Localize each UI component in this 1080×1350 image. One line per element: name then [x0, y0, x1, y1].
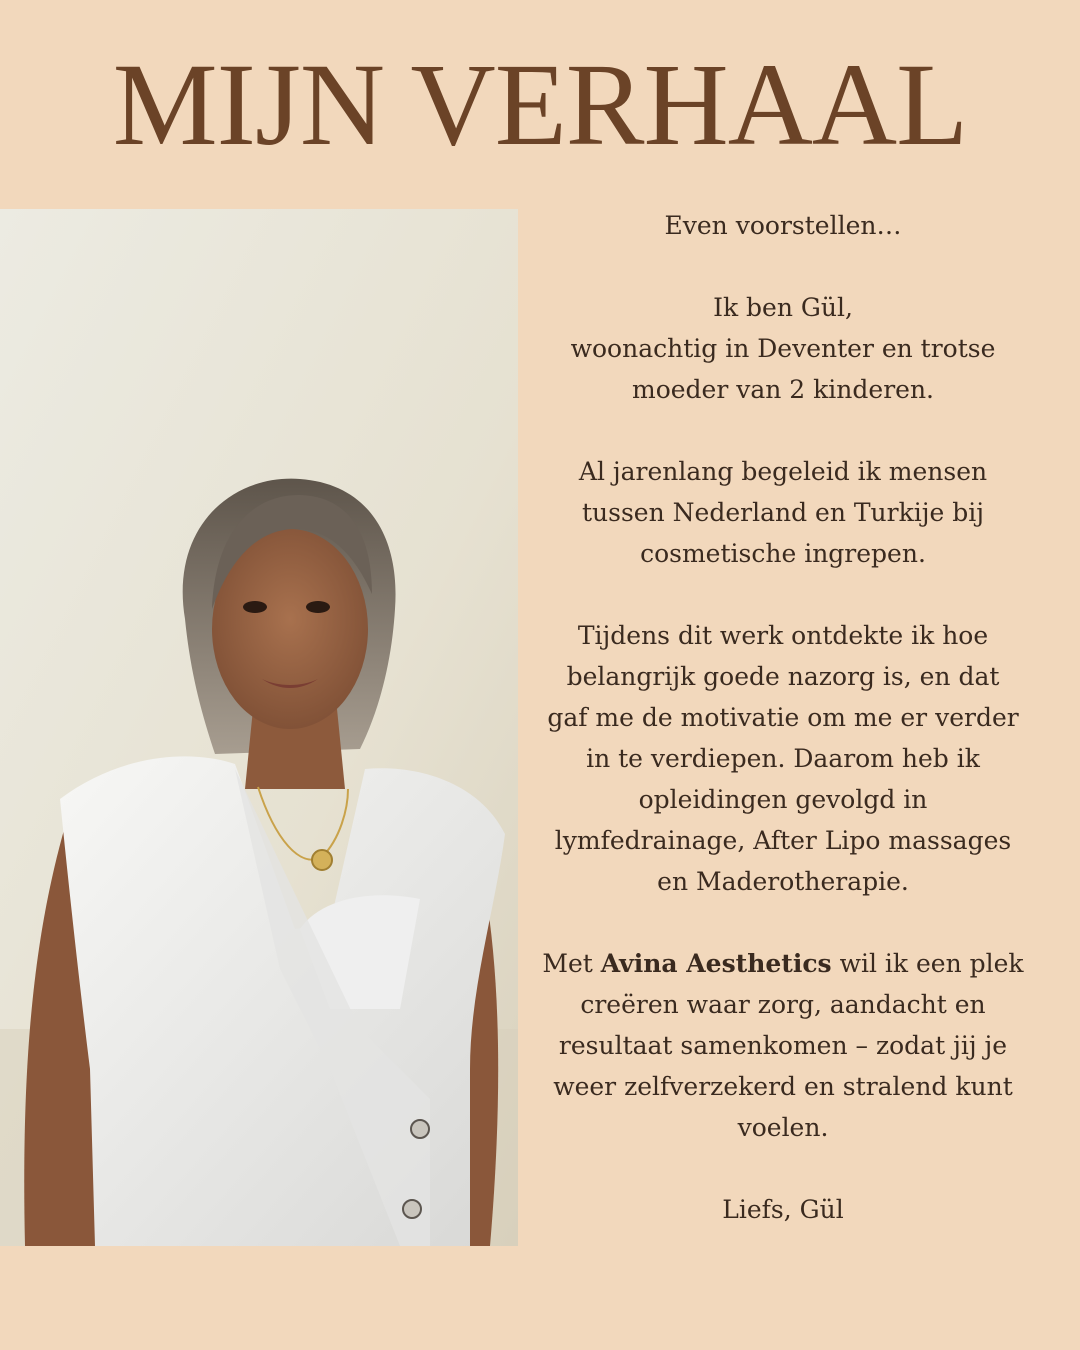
para3-line: opleidingen gevolgd in [638, 785, 928, 814]
para4-line-pre: Met [542, 949, 601, 978]
page-title: MIJN VERHAAL [112, 39, 968, 170]
para4-line: creëren waar zorg, aandacht en [580, 990, 986, 1019]
para2-line: Al jarenlang begeleid ik mensen [578, 457, 988, 486]
para2-line: tussen Nederland en Turkije bij [582, 498, 984, 527]
para1-line: moeder van 2 kinderen. [631, 375, 934, 404]
para3-line: in te verdiepen. Daarom heb ik [586, 744, 980, 773]
signoff: Liefs, Gül [722, 1195, 844, 1224]
para3-line: gaf me de motivatie om me er verder [547, 703, 1019, 732]
para4-line: voelen. [737, 1113, 829, 1142]
brand-name: Avina Aesthetics [600, 949, 832, 978]
para3-line: lymfedrainage, After Lipo massages [554, 826, 1012, 855]
para4-line: resultaat samenkomen – zodat jij je [558, 1031, 1008, 1060]
mission-paragraph [526, 943, 1040, 1148]
para4-line-post: wil ik een plek [831, 949, 1024, 978]
para1-line: Ik ben Gül, [713, 293, 853, 322]
intro-line: Even voorstellen… [664, 211, 902, 240]
para3-line: Tijdens dit werk ontdekte ik hoe [577, 621, 989, 650]
para4-line: weer zelfverzekerd en stralend kunt [553, 1072, 1013, 1101]
story-text [526, 205, 1040, 1230]
para1-line: woonachtig in Deventer en trotse [570, 334, 996, 363]
portrait-photo [0, 209, 518, 1246]
para2-line: cosmetische ingrepen. [640, 539, 926, 568]
intro-paragraph [526, 287, 1040, 410]
experience-paragraph [526, 451, 1040, 574]
para3-line: belangrijk goede nazorg is, en dat [566, 662, 1000, 691]
training-paragraph [526, 615, 1040, 902]
para3-line: en Maderotherapie. [657, 867, 909, 896]
